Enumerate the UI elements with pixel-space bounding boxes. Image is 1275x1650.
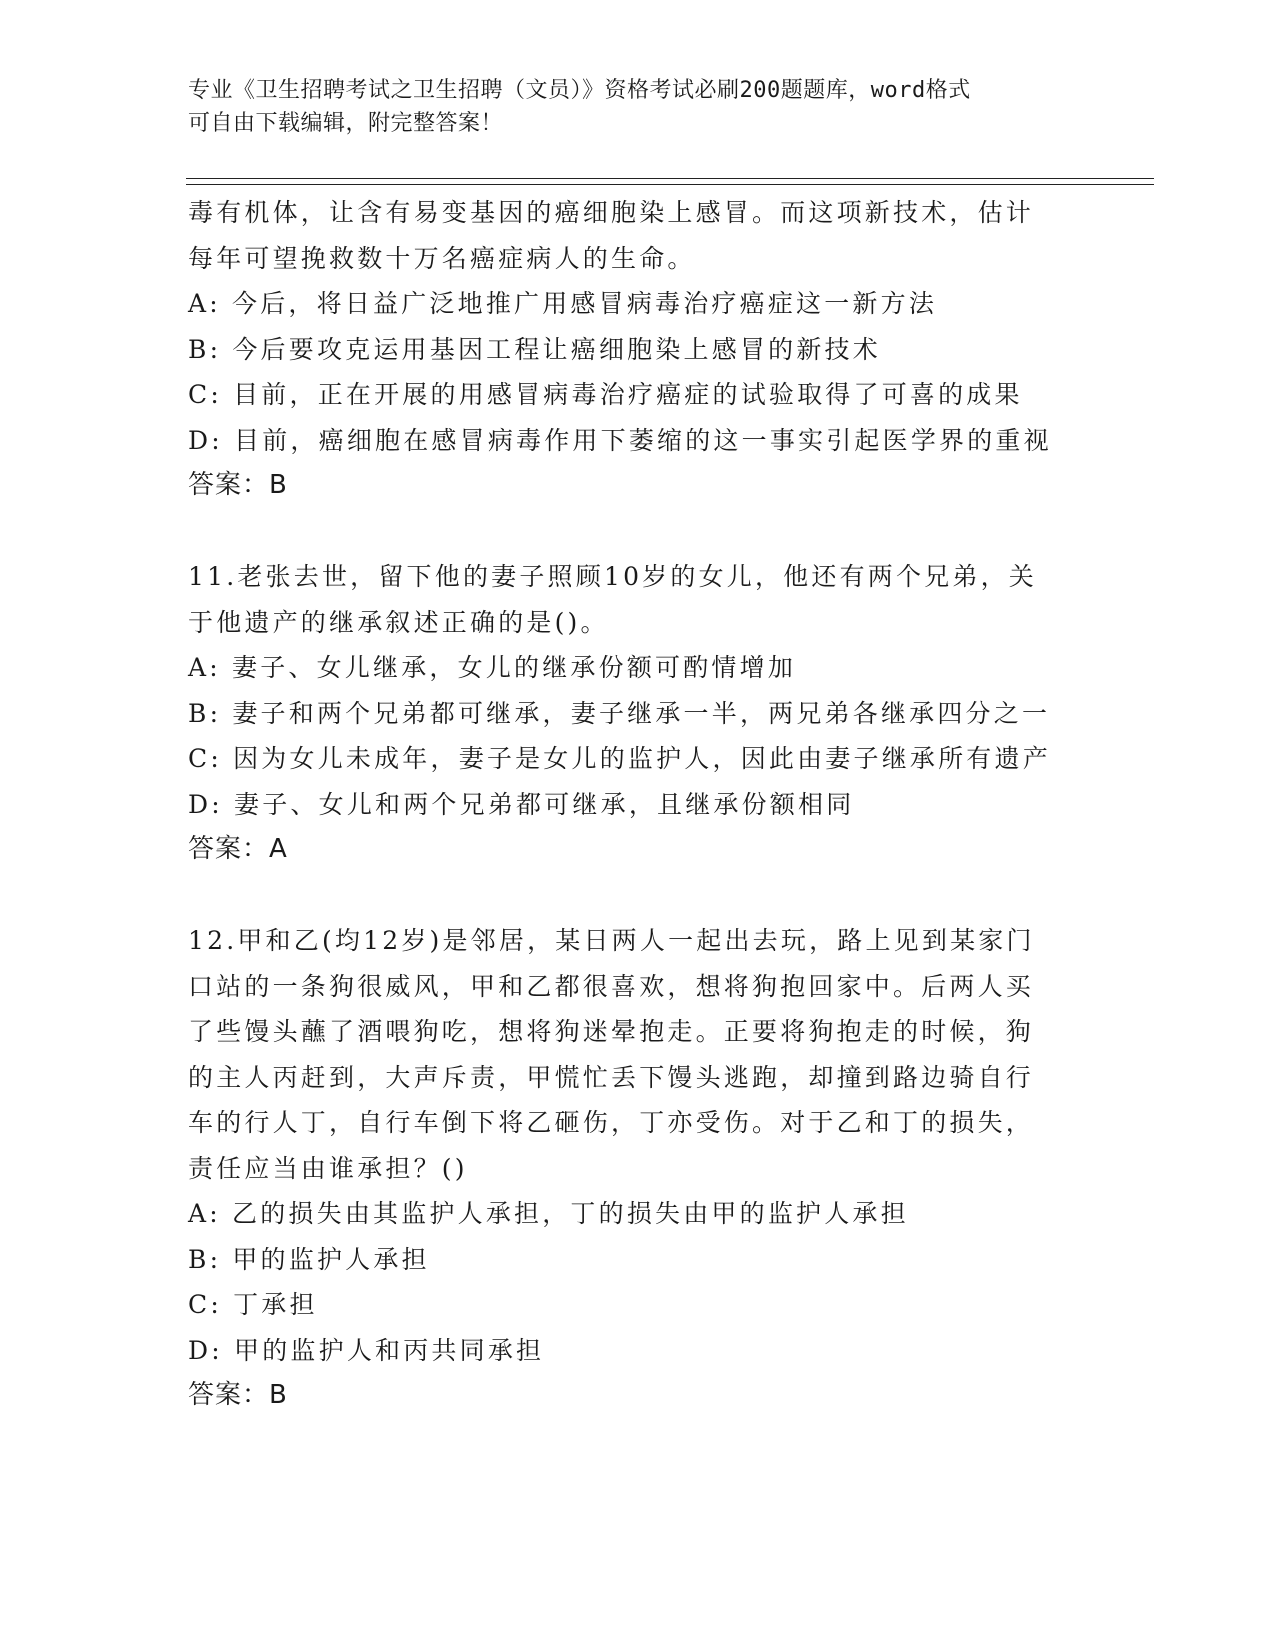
question-stem-line: 责任应当由谁承担？() (188, 1153, 468, 1183)
header-rule-bottom (186, 184, 1154, 185)
option-d: D: 妻子、女儿和两个兄弟都可继承，且继承份额相同 (188, 789, 855, 819)
spacer (188, 873, 1088, 919)
option-b: B: 妻子和两个兄弟都可继承，妻子继承一半，两兄弟各继承四分之一 (188, 698, 1051, 728)
answer-label: 答案：A (188, 834, 288, 864)
question-10 (188, 190, 1088, 509)
option-a: A: 妻子、女儿继承，女儿的继承份额可酌情增加 (188, 653, 797, 682)
option-c: C: 目前，正在开展的用感冒病毒治疗癌症的试验取得了可喜的成果 (188, 380, 1023, 409)
header-line-2: 可自由下载编辑，附完整答案！ (188, 111, 504, 136)
option-c: C: 丁承担 (188, 1290, 318, 1319)
question-12 (188, 918, 1088, 1419)
question-stem-line: 于他遗产的继承叙述正确的是()。 (188, 607, 609, 637)
question-stem-line: 毒有机体，让含有易变基因的癌细胞染上感冒。而这项新技术，估计 (188, 198, 1035, 227)
option-d: D: 甲的监护人和丙共同承担 (188, 1335, 545, 1365)
option-a: A: 乙的损失由其监护人承担，丁的损失由甲的监护人承担 (188, 1199, 909, 1228)
page-content (188, 190, 1088, 1419)
question-stem-line: 了些馒头蘸了酒喂狗吃，想将狗迷晕抱走。正要将狗抱走的时候，狗 (188, 1017, 1035, 1046)
option-c: C: 因为女儿未成年，妻子是女儿的监护人，因此由妻子继承所有遗产 (188, 744, 1051, 773)
page-header (188, 74, 1088, 140)
question-stem-line: 11.老张去世，留下他的妻子照顾10岁的女儿，他还有两个兄弟，关 (188, 562, 1037, 591)
header-line-1: 专业《卫生招聘考试之卫生招聘（文员）》资格考试必刷200题题库，word格式 (188, 78, 971, 103)
question-stem-line: 12.甲和乙(均12岁)是邻居，某日两人一起出去玩，路上见到某家门 (188, 926, 1035, 955)
question-stem-line: 口站的一条狗很威风，甲和乙都很喜欢，想将狗抱回家中。后两人买 (188, 971, 1035, 1001)
option-b: B: 甲的监护人承担 (188, 1244, 430, 1274)
answer-label: 答案：B (188, 1380, 288, 1410)
spacer (188, 509, 1088, 555)
header-rule-top (186, 178, 1154, 179)
option-d: D: 目前，癌细胞在感冒病毒作用下萎缩的这一事实引起医学界的重视 (188, 425, 1052, 455)
question-11 (188, 554, 1088, 873)
question-stem-line: 每年可望挽救数十万名癌症病人的生命。 (188, 243, 696, 273)
option-a: A: 今后，将日益广泛地推广用感冒病毒治疗癌症这一新方法 (188, 289, 938, 318)
option-b: B: 今后要攻克运用基因工程让癌细胞染上感冒的新技术 (188, 334, 881, 364)
question-stem-line: 车的行人丁，自行车倒下将乙砸伤，丁亦受伤。对于乙和丁的损失， (188, 1108, 1035, 1137)
question-stem-line: 的主人丙赶到，大声斥责，甲慌忙丢下馒头逃跑，却撞到路边骑自行 (188, 1062, 1035, 1092)
answer-label: 答案：B (188, 470, 288, 500)
